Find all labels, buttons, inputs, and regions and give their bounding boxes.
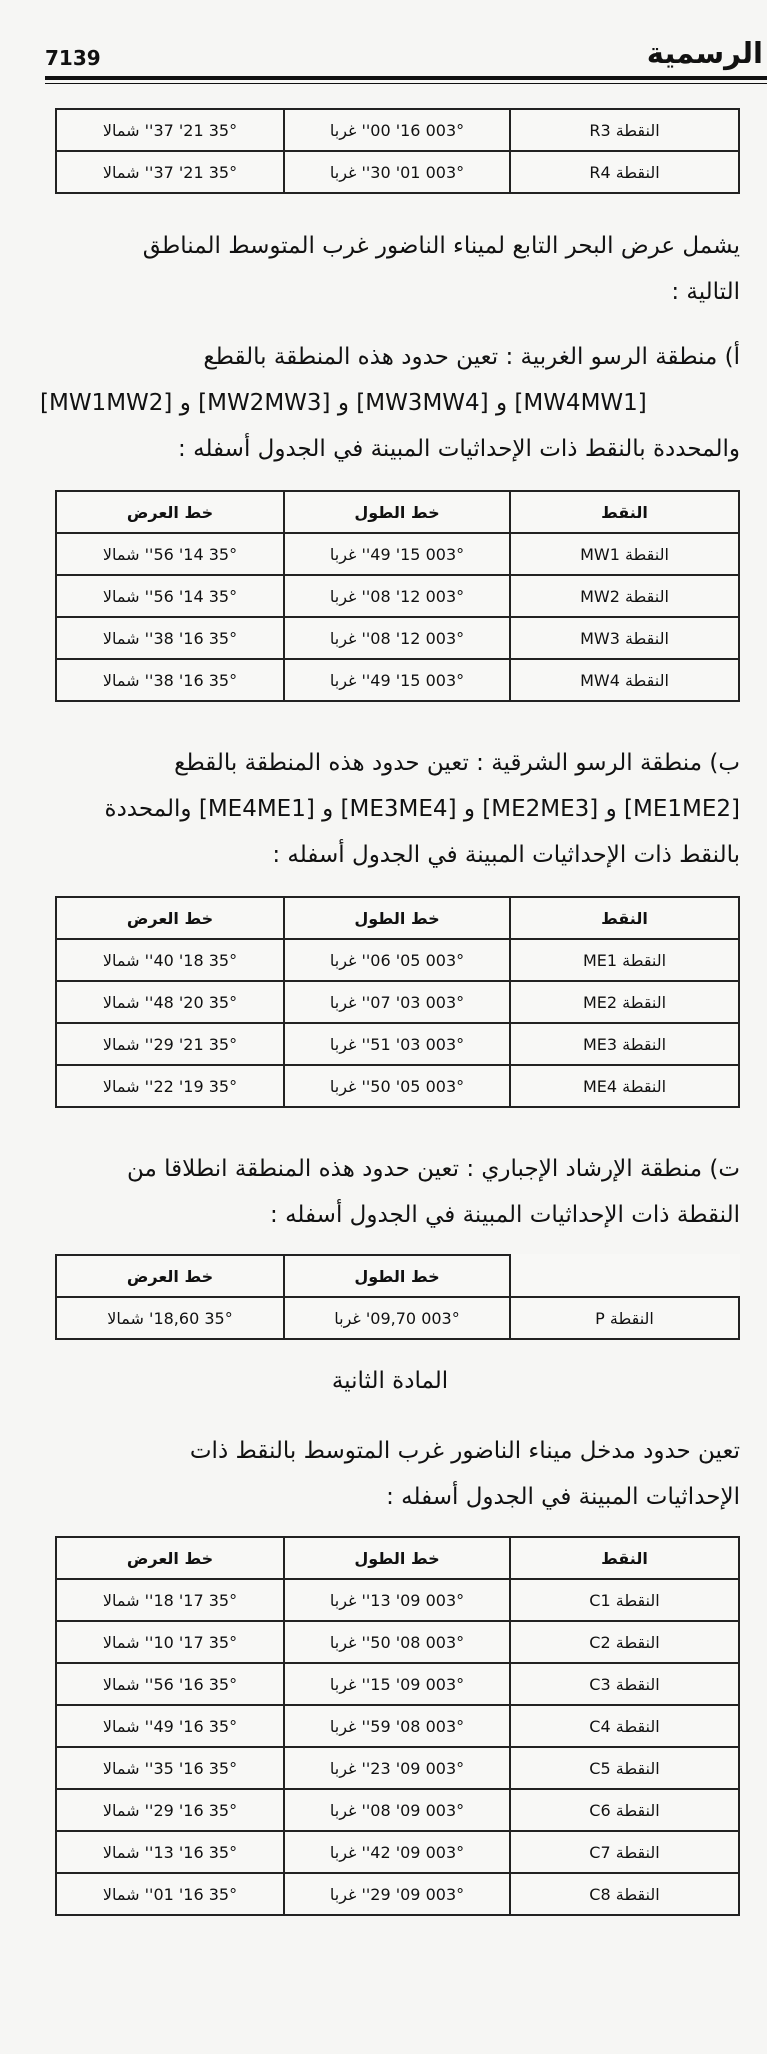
point-cell: النقطة C1 [510,1579,739,1621]
table-row [56,981,739,1023]
table-row [56,1831,739,1873]
longitude-cell: 003° 15' 49'' غربا [284,533,510,575]
table-header-row [56,897,739,939]
latitude-cell: 35° 16' 38'' شمالا [56,659,284,701]
longitude-cell: 003° 12' 08'' غربا [284,575,510,617]
longitude-cell: 003° 09' 42'' غربا [284,1831,510,1873]
latitude-cell: 35° 18,60' شمالا [56,1297,284,1339]
latitude-cell: 35° 17' 10'' شمالا [56,1621,284,1663]
latitude-cell: 35° 14' 56'' شمالا [56,533,284,575]
text-line: بالنقط ذات الإحداثيات المبينة في الجدول أسفله : [272,842,740,868]
text-line: التالية : [671,279,740,305]
longitude-cell: 003° 08' 50'' غربا [284,1621,510,1663]
longitude-cell: 003° 09' 29'' غربا [284,1873,510,1915]
latitude-cell: 35° 16' 35'' شمالا [56,1747,284,1789]
table-header-row [56,491,739,533]
longitude-cell: 003° 03' 07'' غربا [284,981,510,1023]
longitude-header: خط الطول [284,1255,510,1297]
coordinates-table-p [55,1254,740,1340]
table-row [56,617,739,659]
longitude-cell: 003° 09' 15'' غربا [284,1663,510,1705]
article-two-paragraph [40,1428,740,1520]
zone-c-paragraph [40,1146,740,1238]
longitude-cell: 003° 12' 08'' غربا [284,617,510,659]
point-cell: النقطة ME3 [510,1023,739,1065]
points-header: النقط [510,1537,739,1579]
text-line: أ) منطقة الرسو الغربية : تعين حدود هذه المنطقة بالقطع [203,344,740,370]
latitude-header: خط العرض [56,897,284,939]
longitude-cell: 003° 03' 51'' غربا [284,1023,510,1065]
text-line: يشمل عرض البحر التابع لميناء الناضور غرب المتوسط المناطق [142,233,740,259]
table-row [56,151,739,193]
table-row [56,1789,739,1831]
points-header: النقط [510,897,739,939]
table-row [56,1663,739,1705]
longitude-cell: 003° 16' 00'' غربا [284,109,510,151]
table-row [56,533,739,575]
table-row [56,659,739,701]
point-cell: النقطة C2 [510,1621,739,1663]
table-row [56,1579,739,1621]
point-cell: النقطة MW4 [510,659,739,701]
text-line: [ME1ME2] و [ME2ME3] و [ME3ME4] و [ME4ME1] والمحددة [104,796,740,822]
table-row [56,1705,739,1747]
latitude-cell: 35° 21' 29'' شمالا [56,1023,284,1065]
text-line: ب) منطقة الرسو الشرقية : تعين حدود هذه المنطقة بالقطع [174,750,740,776]
point-cell: النقطة ME2 [510,981,739,1023]
latitude-cell: 35° 21' 37'' شمالا [56,151,284,193]
text-line: تعين حدود مدخل ميناء الناضور غرب المتوسط بالنقط ذات [189,1438,740,1464]
point-cell: النقطة C5 [510,1747,739,1789]
table-row [56,1023,739,1065]
point-cell: النقطة C3 [510,1663,739,1705]
table-header-row [56,1255,739,1297]
point-cell: النقطة ME1 [510,939,739,981]
coordinates-table-r [55,108,740,194]
longitude-cell: 003° 15' 49'' غربا [284,659,510,701]
point-cell: النقطة C6 [510,1789,739,1831]
text-line: [MW1MW2] و [MW2MW3] و [MW3MW4] و [MW4MW1] [40,390,647,416]
text-line: الإحداثيات المبينة في الجدول أسفله : [386,1484,740,1510]
intro-paragraph [40,223,740,315]
table-row [56,1747,739,1789]
latitude-cell: 35° 14' 56'' شمالا [56,575,284,617]
point-cell: النقطة P [510,1297,739,1339]
latitude-cell: 35° 19' 22'' شمالا [56,1065,284,1107]
longitude-cell: 003° 05' 06'' غربا [284,939,510,981]
latitude-cell: 35° 18' 40'' شمالا [56,939,284,981]
latitude-header: خط العرض [56,1537,284,1579]
article-two-title: المادة الثانية [331,1368,449,1394]
latitude-cell: 35° 21' 37'' شمالا [56,109,284,151]
coordinates-table-c [55,1536,740,1916]
longitude-cell: 003° 08' 59'' غربا [284,1705,510,1747]
text-line: النقطة ذات الإحداثيات المبينة في الجدول أسفله : [270,1202,740,1228]
point-cell: النقطة R4 [510,151,739,193]
point-cell: النقطة MW3 [510,617,739,659]
page-number: 7139 [45,46,101,70]
table-row [56,575,739,617]
longitude-cell: 003° 09,70' غربا [284,1297,510,1339]
points-header: النقط [510,491,739,533]
longitude-cell: 003° 01' 30'' غربا [284,151,510,193]
longitude-header: خط الطول [284,1537,510,1579]
point-cell: النقطة C4 [510,1705,739,1747]
point-cell: النقطة R3 [510,109,739,151]
header-rule-thin [45,83,767,84]
latitude-cell: 35° 16' 56'' شمالا [56,1663,284,1705]
longitude-cell: 003° 09' 08'' غربا [284,1789,510,1831]
header-rule-thick [45,76,767,80]
gazette-title: الرسمية [646,36,763,70]
latitude-cell: 35° 16' 38'' شمالا [56,617,284,659]
table-row [56,1065,739,1107]
empty-header-cell [510,1255,739,1297]
table-row [56,1621,739,1663]
text-line: ت) منطقة الإرشاد الإجباري : تعين حدود هذه المنطقة انطلاقا من [126,1156,740,1182]
latitude-cell: 35° 16' 01'' شمالا [56,1873,284,1915]
zone-b-paragraph [40,740,740,878]
longitude-cell: 003° 05' 50'' غربا [284,1065,510,1107]
zone-a-paragraph [40,334,740,472]
point-cell: النقطة MW1 [510,533,739,575]
latitude-cell: 35° 16' 13'' شمالا [56,1831,284,1873]
point-cell: النقطة ME4 [510,1065,739,1107]
table-row [56,109,739,151]
latitude-cell: 35° 20' 48'' شمالا [56,981,284,1023]
latitude-cell: 35° 16' 29'' شمالا [56,1789,284,1831]
table-row [56,1297,739,1339]
point-cell: النقطة MW2 [510,575,739,617]
text-line: والمحددة بالنقط ذات الإحداثيات المبينة في الجدول أسفله : [178,436,740,462]
table-row [56,939,739,981]
coordinates-table-mw [55,490,740,702]
latitude-header: خط العرض [56,1255,284,1297]
table-row [56,1873,739,1915]
latitude-cell: 35° 17' 18'' شمالا [56,1579,284,1621]
coordinates-table-me [55,896,740,1108]
point-cell: النقطة C8 [510,1873,739,1915]
longitude-cell: 003° 09' 23'' غربا [284,1747,510,1789]
point-cell: النقطة C7 [510,1831,739,1873]
longitude-header: خط الطول [284,897,510,939]
latitude-cell: 35° 16' 49'' شمالا [56,1705,284,1747]
longitude-header: خط الطول [284,491,510,533]
latitude-header: خط العرض [56,491,284,533]
longitude-cell: 003° 09' 13'' غربا [284,1579,510,1621]
table-header-row [56,1537,739,1579]
